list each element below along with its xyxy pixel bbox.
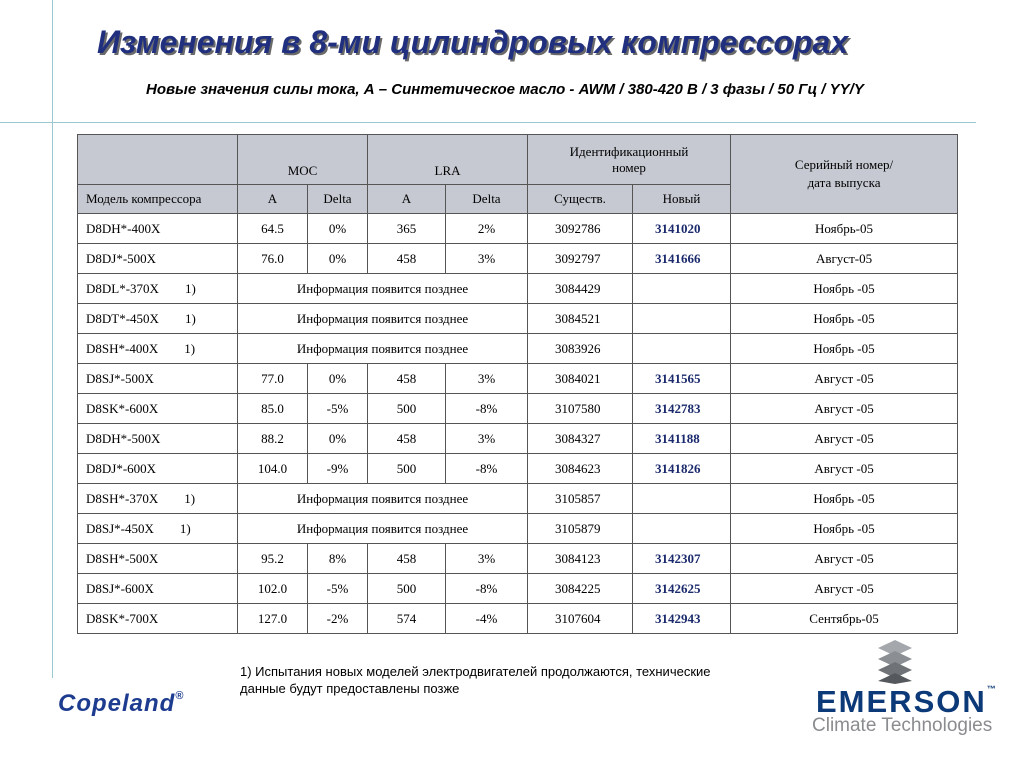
table-row	[78, 364, 958, 394]
moc-delta-cell: 0%	[308, 364, 368, 394]
footnote-line2: данные будут предоставлены позже	[240, 681, 460, 696]
moc-delta-cell: -9%	[308, 454, 368, 484]
moc-a-cell: 127.0	[238, 604, 308, 634]
model-name: D8SK*-600X	[86, 400, 159, 416]
model-cell	[78, 574, 238, 604]
existing-id-cell: 3084021	[528, 364, 633, 394]
model-cell	[78, 214, 238, 244]
table-row	[78, 334, 958, 364]
new-id-cell	[633, 304, 731, 334]
model-name: D8DT*-450X	[86, 310, 159, 326]
lra-delta-cell: -4%	[446, 604, 528, 634]
footnote-ref: 1)	[184, 340, 196, 356]
existing-id-cell: 3092786	[528, 214, 633, 244]
lra-a-cell: 458	[368, 364, 446, 394]
table-row	[78, 604, 958, 634]
table-row	[78, 304, 958, 334]
model-cell	[78, 394, 238, 424]
copeland-registered-mark: ®	[175, 690, 185, 702]
model-cell	[78, 364, 238, 394]
release-date-cell: Ноябрь -05	[731, 274, 958, 304]
model-name: D8DJ*-600X	[86, 460, 157, 476]
model-cell	[78, 544, 238, 574]
existing-id-cell: 3092797	[528, 244, 633, 274]
lra-delta-cell: -8%	[446, 574, 528, 604]
model-cell	[78, 334, 238, 364]
release-date-cell: Ноябрь -05	[731, 514, 958, 544]
emerson-logo-text: EMERSON	[816, 684, 987, 719]
release-date-cell: Август -05	[731, 544, 958, 574]
serial-header-line1: Серийный номер/	[794, 157, 894, 172]
moc-a-cell: 95.2	[238, 544, 308, 574]
lra-a-cell: 500	[368, 394, 446, 424]
moc-delta-header: Delta	[308, 185, 368, 214]
model-name: D8DH*-400X	[86, 220, 161, 236]
model-cell	[78, 604, 238, 634]
new-id-cell: 3141020	[633, 214, 731, 244]
existing-id-cell: 3084429	[528, 274, 633, 304]
table-row	[78, 544, 958, 574]
release-date-cell: Август -05	[731, 364, 958, 394]
existing-id-cell: 3084623	[528, 454, 633, 484]
release-date-cell: Август-05	[731, 244, 958, 274]
lra-delta-header: Delta	[446, 185, 528, 214]
table-row	[78, 424, 958, 454]
emerson-trademark: ™	[986, 684, 996, 694]
table-body	[78, 214, 958, 634]
release-date-cell: Август -05	[731, 454, 958, 484]
moc-a-cell: 76.0	[238, 244, 308, 274]
new-id-cell: 3141826	[633, 454, 731, 484]
new-id-cell	[633, 274, 731, 304]
moc-delta-cell: -5%	[308, 574, 368, 604]
release-date-cell: Август -05	[731, 394, 958, 424]
compressor-table	[77, 134, 958, 634]
serial-header-line2: дата выпуска	[807, 175, 881, 190]
page-title: Изменения в 8-ми цилиндровых компрессорах	[97, 24, 849, 60]
new-id-cell	[633, 334, 731, 364]
model-name: D8SJ*-450X	[86, 520, 154, 536]
moc-a-cell: 85.0	[238, 394, 308, 424]
existing-id-header: Существ.	[528, 185, 633, 214]
lra-delta-cell: -8%	[446, 394, 528, 424]
lra-delta-cell: 2%	[446, 214, 528, 244]
moc-a-cell: 64.5	[238, 214, 308, 244]
moc-a-cell: 77.0	[238, 364, 308, 394]
release-date-cell: Август -05	[731, 424, 958, 454]
new-id-cell: 3142307	[633, 544, 731, 574]
new-id-header: Новый	[633, 185, 731, 214]
lra-a-cell: 500	[368, 574, 446, 604]
copeland-logo	[58, 690, 184, 718]
table-row	[78, 274, 958, 304]
new-id-cell: 3141666	[633, 244, 731, 274]
id-header-line1: Идентификационный	[569, 143, 689, 159]
existing-id-cell: 3084225	[528, 574, 633, 604]
table-row	[78, 514, 958, 544]
model-cell	[78, 454, 238, 484]
model-cell	[78, 304, 238, 334]
footnote-ref: 1)	[184, 310, 196, 326]
lra-delta-cell: 3%	[446, 244, 528, 274]
group-header-row	[78, 135, 958, 185]
id-header-line2: номер	[612, 159, 646, 175]
emerson-icon	[878, 640, 912, 684]
existing-id-cell: 3107580	[528, 394, 633, 424]
lra-a-cell: 458	[368, 544, 446, 574]
footnote-ref: 1)	[184, 280, 196, 296]
footnote	[240, 663, 780, 697]
new-id-cell: 3142625	[633, 574, 731, 604]
moc-delta-cell: 8%	[308, 544, 368, 574]
existing-id-cell: 3084123	[528, 544, 633, 574]
moc-a-cell: 102.0	[238, 574, 308, 604]
lra-delta-cell: 3%	[446, 424, 528, 454]
lra-delta-cell: -8%	[446, 454, 528, 484]
lra-delta-cell: 3%	[446, 544, 528, 574]
table-row	[78, 394, 958, 424]
page-subtitle: Новые значения силы тока, А – Синтетическое масло - AWM / 380-420 В / 3 фазы / 50 Гц / YY/Y	[146, 81, 864, 98]
info-pending-cell: Информация появится позднее	[238, 274, 528, 304]
release-date-cell: Ноябрь-05	[731, 214, 958, 244]
footnote-ref: 1)	[184, 490, 196, 506]
existing-id-cell: 3084521	[528, 304, 633, 334]
lra-a-header: A	[368, 185, 446, 214]
table-row	[78, 214, 958, 244]
moc-delta-cell: -2%	[308, 604, 368, 634]
model-cell	[78, 244, 238, 274]
model-name: D8SJ*-600X	[86, 580, 154, 596]
new-id-cell: 3142783	[633, 394, 731, 424]
table-row	[78, 244, 958, 274]
vertical-guide-line	[52, 0, 53, 678]
info-pending-cell: Информация появится позднее	[238, 334, 528, 364]
new-id-cell	[633, 514, 731, 544]
new-id-cell: 3141188	[633, 424, 731, 454]
model-name: D8DL*-370X	[86, 280, 159, 296]
new-id-cell: 3142943	[633, 604, 731, 634]
new-id-cell	[633, 484, 731, 514]
model-cell	[78, 484, 238, 514]
release-date-cell: Ноябрь -05	[731, 304, 958, 334]
model-name: D8SH*-370X	[86, 490, 159, 506]
moc-a-cell: 88.2	[238, 424, 308, 454]
moc-delta-cell: -5%	[308, 394, 368, 424]
moc-a-cell: 104.0	[238, 454, 308, 484]
moc-a-header: A	[238, 185, 308, 214]
lra-delta-cell: 3%	[446, 364, 528, 394]
table-row	[78, 454, 958, 484]
copeland-logo-text: Copeland	[58, 690, 176, 717]
table-row	[78, 574, 958, 604]
model-name: D8DJ*-500X	[86, 250, 157, 266]
moc-delta-cell: 0%	[308, 214, 368, 244]
model-cell	[78, 424, 238, 454]
moc-delta-cell: 0%	[308, 424, 368, 454]
lra-a-cell: 574	[368, 604, 446, 634]
lra-a-cell: 458	[368, 244, 446, 274]
model-name: D8DH*-500X	[86, 430, 161, 446]
lra-header: LRA	[368, 135, 528, 185]
emerson-subtitle: Climate Technologies	[812, 715, 993, 736]
moc-delta-cell: 0%	[308, 244, 368, 274]
blank-header-cell	[78, 135, 238, 185]
release-date-cell: Сентябрь-05	[731, 604, 958, 634]
footnote-ref: 1)	[179, 520, 191, 536]
existing-id-cell: 3083926	[528, 334, 633, 364]
model-cell	[78, 274, 238, 304]
serial-date-header	[731, 135, 958, 214]
release-date-cell: Август -05	[731, 574, 958, 604]
release-date-cell: Ноябрь -05	[731, 484, 958, 514]
id-number-header	[528, 135, 731, 185]
model-cell	[78, 514, 238, 544]
model-name: D8SH*-500X	[86, 550, 159, 566]
model-name: D8SK*-700X	[86, 610, 159, 626]
info-pending-cell: Информация появится позднее	[238, 304, 528, 334]
lra-a-cell: 500	[368, 454, 446, 484]
info-pending-cell: Информация появится позднее	[238, 514, 528, 544]
existing-id-cell: 3084327	[528, 424, 633, 454]
existing-id-cell: 3105879	[528, 514, 633, 544]
lra-a-cell: 365	[368, 214, 446, 244]
moc-header: MOC	[238, 135, 368, 185]
horizontal-guide-line	[0, 122, 976, 123]
model-name: D8SH*-400X	[86, 340, 159, 356]
model-header: Модель компрессора	[78, 185, 238, 214]
release-date-cell: Ноябрь -05	[731, 334, 958, 364]
model-name: D8SJ*-500X	[86, 370, 154, 386]
table-row	[78, 484, 958, 514]
footnote-line1: 1) Испытания новых моделей электродвигателей продолжаются, технические	[240, 664, 711, 679]
existing-id-cell: 3105857	[528, 484, 633, 514]
existing-id-cell: 3107604	[528, 604, 633, 634]
new-id-cell: 3141565	[633, 364, 731, 394]
info-pending-cell: Информация появится позднее	[238, 484, 528, 514]
lra-a-cell: 458	[368, 424, 446, 454]
